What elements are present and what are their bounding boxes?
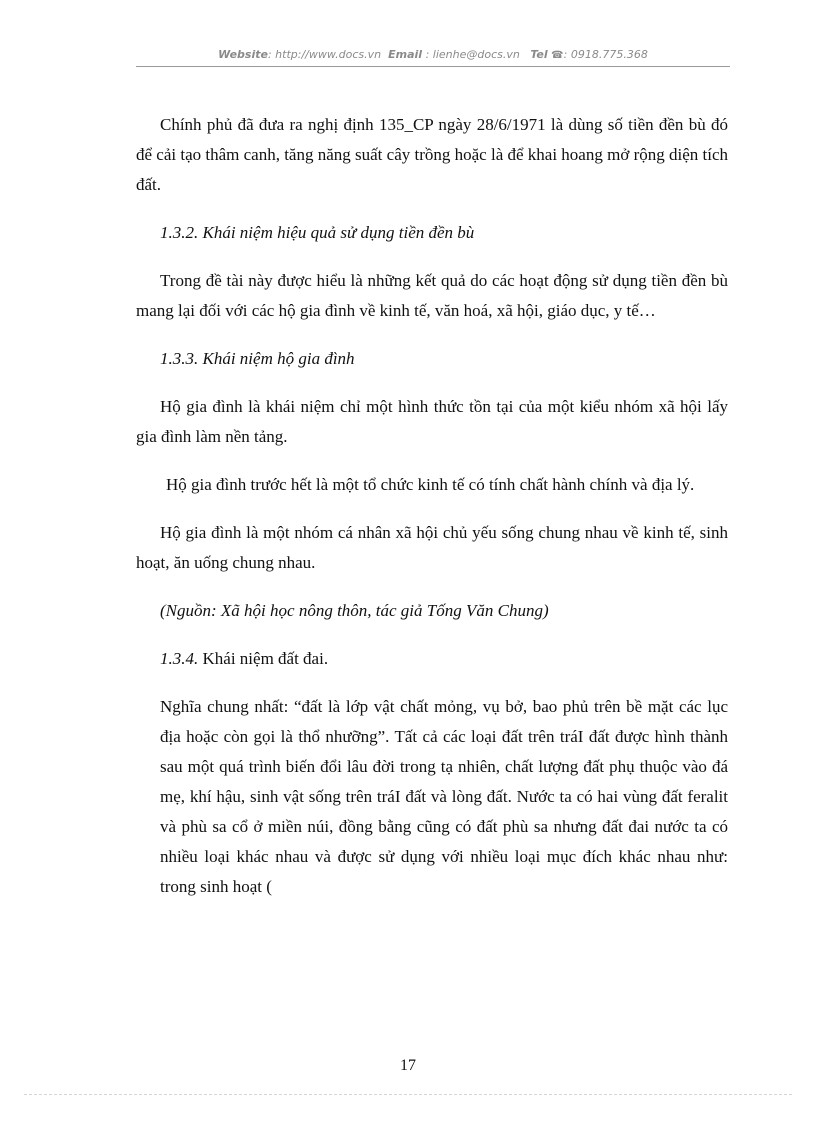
page-bottom-divider bbox=[24, 1094, 792, 1095]
body-text bbox=[136, 110, 728, 920]
website-value: : http://www.docs.vn bbox=[267, 48, 382, 61]
website-label: Website bbox=[218, 48, 268, 61]
paragraph: Hộ gia đình là khái niệm chỉ một hình thức tồn tại của một kiểu nhóm xã hội lấy gia đình làm nền tảng. bbox=[136, 397, 728, 446]
email-label: Email bbox=[388, 48, 423, 61]
section-number: 1.3.4. bbox=[160, 649, 199, 668]
email-value: : lienhe@docs.vn bbox=[422, 48, 520, 61]
section-title: Khái niệm đất đai. bbox=[202, 649, 329, 668]
source-citation: (Nguồn: Xã hội học nông thôn, tác giả Tống Văn Chung) bbox=[160, 601, 549, 620]
header-divider bbox=[136, 66, 730, 67]
paragraph: Trong đề tài này được hiểu là những kết quả do các hoạt động sử dụng tiền đền bù mang lại đối với các hộ gia đình về kinh tế, văn hoá, xã hội, giáo dục, y tế… bbox=[136, 271, 728, 320]
paragraph: Hộ gia đình trước hết là một tổ chức kinh tế có tính chất hành chính và địa lý. bbox=[166, 475, 695, 494]
phone-icon: ☎ bbox=[551, 50, 564, 61]
page-number: 17 bbox=[400, 1057, 416, 1074]
section-heading-1-3-4 bbox=[136, 644, 728, 674]
tel-label: Tel bbox=[530, 48, 548, 61]
tel-value: : 0918.775.368 bbox=[563, 48, 648, 61]
paragraph: Hộ gia đình là một nhóm cá nhân xã hội chủ yếu sống chung nhau về kinh tế, sinh hoạt, ăn uống chung nhau. bbox=[136, 523, 728, 572]
page-header bbox=[136, 48, 730, 61]
paragraph: Chính phủ đã đưa ra nghị định 135_CP ngày 28/6/1971 là dùng số tiền đền bù đó để cải tạo thâm canh, tăng năng suất cây trồng hoặc là để khai hoang mở rộng diện tích đất. bbox=[136, 115, 728, 194]
section-heading-1-3-2: 1.3.2. Khái niệm hiệu quả sử dụng tiền đền bù bbox=[160, 223, 475, 242]
section-heading-1-3-3: 1.3.3. Khái niệm hộ gia đình bbox=[160, 349, 355, 368]
paragraph: Nghĩa chung nhất: “đất là lớp vật chất mỏng, vụ bở, bao phủ trên bề mặt các lục địa hoặc còn gọi là thổ nhưỡng”. Tất cả các loại đất trên tráI đất được hình thành sau một quá trình biến đổi lâu đời trong tạ nhiên, chất lượng đất phụ thuộc vào đá mẹ, khí hậu, sinh vật sống trên tráI đất và lòng đất. Nước ta có hai vùng đất feralit và phù sa cổ ở miền núi, đồng bằng cũng có đất phù sa nhưng đất đai nước ta có nhiều loại khác nhau và được sử dụng với nhiều loại mục đích khác nhau như: trong sinh hoạt ( bbox=[160, 697, 728, 896]
